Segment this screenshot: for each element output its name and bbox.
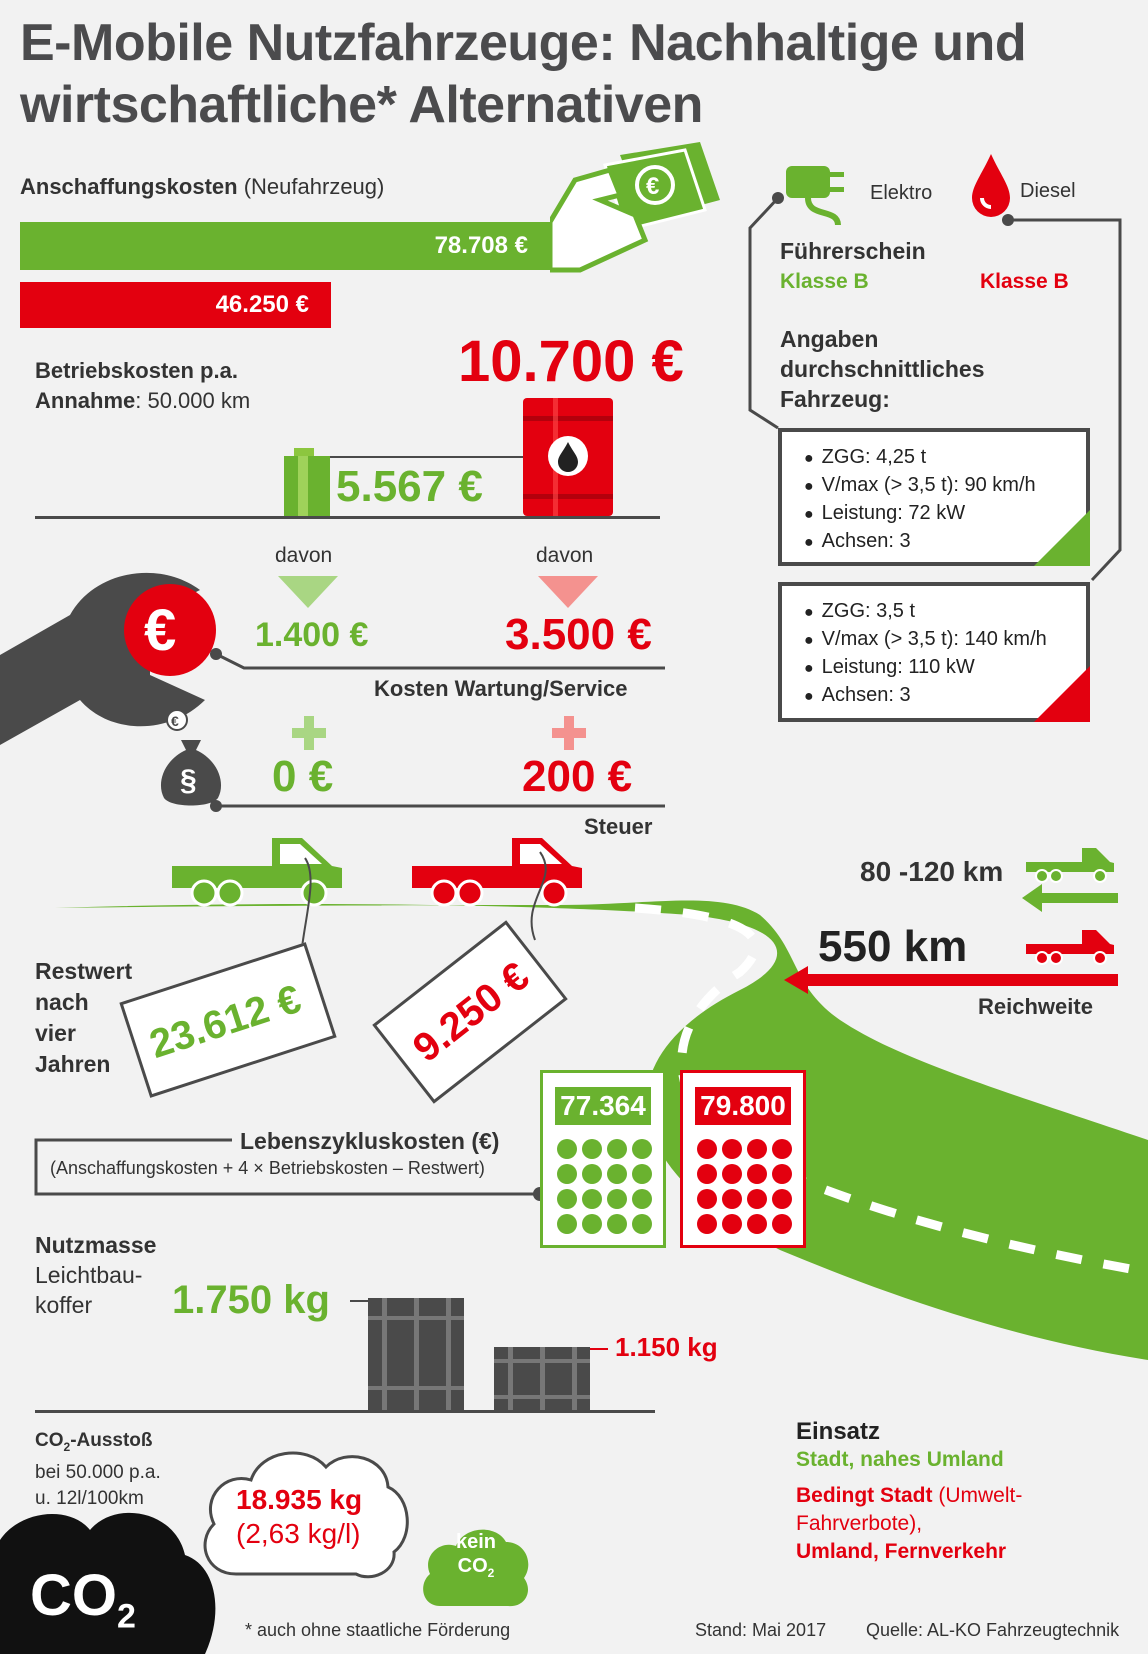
steuer-diesel-value: 200 €: [522, 752, 633, 801]
calculator-key: [607, 1164, 627, 1184]
einsatz-diesel-bold: Bedingt Stadt: [796, 1484, 933, 1507]
calculator-diesel: [680, 1070, 806, 1248]
nutzmasse-elektro-value: 1.750 kg: [172, 1278, 330, 1322]
calculator-key: [772, 1139, 792, 1159]
einsatz-elektro: Stadt, nahes Umland: [796, 1448, 1004, 1471]
lebenszyklus-formula: (Anschaffungskosten + 4 × Betriebskosten – Restwert): [50, 1158, 485, 1178]
nutzmasse-sub1: Leichtbau-: [35, 1262, 143, 1288]
cargo-box-large-icon: [368, 1298, 464, 1410]
co2-diesel-value: 18.935 kg: [236, 1484, 363, 1515]
betrieb-diesel-value: 10.700 €: [458, 329, 684, 394]
elektro-spec-item: ● V/max (> 3,5 t): 90 km/h: [804, 472, 1086, 500]
einsatz-diesel: [796, 1482, 1022, 1566]
nutzmasse-diesel-dash: [590, 1348, 608, 1350]
co2-label-post: -Ausstoß: [70, 1430, 153, 1451]
calculator-key: [747, 1164, 767, 1184]
title-line-1: E-Mobile Nutzfahrzeuge: Nachhaltige und: [20, 14, 1027, 72]
calculator-key: [557, 1214, 577, 1234]
cargo-box-small-icon: [494, 1347, 590, 1410]
steuer-elektro-value: 0 €: [272, 752, 334, 801]
nutzmasse-sub2: koffer: [35, 1292, 93, 1318]
calculator-key: [697, 1189, 717, 1209]
restwert-elektro-value: 23.612 €: [144, 976, 307, 1067]
calculator-key: [582, 1139, 602, 1159]
calculator-diesel-display: 79.800: [695, 1087, 791, 1125]
diesel-spec-item: ● Leistung: 110 kW: [804, 654, 1086, 682]
calculator-key: [557, 1164, 577, 1184]
calculator-key: [582, 1189, 602, 1209]
svg-text:€: €: [144, 598, 177, 663]
einsatz-diesel-line-3: Umland, Fernverkehr: [796, 1540, 1007, 1563]
co2-icon-sub: 2: [117, 1597, 136, 1636]
diesel-spec-item: ● ZGG: 3,5 t: [804, 598, 1086, 626]
betrieb-annahme-label: Annahme: [35, 388, 136, 413]
angaben-line-2: durchschnittliches: [780, 356, 985, 382]
restwert-diesel-value: 9.250 €: [405, 953, 538, 1071]
svg-text:€: €: [646, 173, 660, 200]
calculator-key: [722, 1214, 742, 1234]
wartung-diesel-value: 3.500 €: [505, 610, 652, 659]
calculator-key: [697, 1164, 717, 1184]
betrieb-annahme-value: : 50.000 km: [135, 388, 251, 413]
nutzmasse-label: [35, 1230, 156, 1320]
elektro-spec-item: ● Achsen: 3: [804, 528, 1086, 556]
title-line-2: wirtschaftliche* Alternativen: [20, 76, 703, 134]
betrieb-elektro-value: 5.567 €: [336, 462, 483, 511]
calculator-key: [697, 1214, 717, 1234]
nutzmasse-title: Nutzmasse: [35, 1232, 157, 1258]
anschaffung-title: Anschaffungskosten: [20, 174, 238, 199]
calculator-key: [607, 1139, 627, 1159]
calculator-key: [772, 1189, 792, 1209]
nutzmasse-baseline: [35, 1410, 655, 1413]
calculator-key: [772, 1214, 792, 1234]
co2-label-sub: 2: [63, 1439, 71, 1454]
calculator-elektro: [540, 1070, 666, 1248]
calculator-key: [557, 1189, 577, 1209]
anschaffung-sublabel: (Neufahrzeug): [243, 174, 385, 199]
calculator-key: [582, 1164, 602, 1184]
calculator-key: [607, 1214, 627, 1234]
reichweite-label: Reichweite: [978, 994, 1093, 1019]
calculator-key: [772, 1164, 792, 1184]
svg-text:§: §: [180, 764, 197, 797]
calculator-key: [557, 1139, 577, 1159]
calculator-key: [722, 1189, 742, 1209]
calculator-key: [747, 1139, 767, 1159]
footer-note: * auch ohne staatliche Förderung: [245, 1620, 511, 1640]
wartung-label: Kosten Wartung/Service: [374, 676, 628, 701]
wartung-davon-diesel: davon: [536, 544, 594, 567]
calculator-key: [747, 1189, 767, 1209]
diesel-spec-item: ● Achsen: 3: [804, 682, 1086, 710]
calculator-key: [632, 1139, 652, 1159]
calculator-elektro-display: 77.364: [555, 1087, 651, 1125]
elektro-spec-item: ● Leistung: 72 kW: [804, 500, 1086, 528]
calculator-key: [722, 1139, 742, 1159]
angaben-line-1: Angaben: [780, 326, 879, 352]
anschaffung-elektro-value: 78.708 €: [434, 232, 528, 259]
calculator-key: [632, 1189, 652, 1209]
betrieb-title: Betriebskosten p.a.: [35, 358, 238, 383]
co2-icon-co: CO: [30, 1563, 117, 1628]
restwert-line-2: nach: [35, 989, 89, 1015]
calculator-key: [722, 1164, 742, 1184]
einsatz-diesel-line-2: Fahrverbote),: [796, 1512, 923, 1535]
co2-icon-text: [30, 1562, 136, 1637]
einsatz-label: Einsatz: [796, 1418, 881, 1445]
reichweite-diesel-value: 550 km: [818, 922, 968, 971]
kein-co-sub: 2: [487, 1566, 495, 1580]
svg-text:€: €: [171, 713, 179, 729]
reichweite-elektro-value: 80 -120 km: [860, 856, 1004, 887]
angaben-line-3: Fahrzeug:: [780, 386, 890, 412]
calculator-key: [697, 1139, 717, 1159]
footer-stand: Stand: Mai 2017: [695, 1620, 827, 1640]
kein-co-text: CO: [457, 1555, 488, 1577]
wartung-elektro-value: 1.400 €: [255, 616, 369, 654]
elektro-spec-item: ● ZGG: 4,25 t: [804, 444, 1086, 472]
anschaffung-diesel-value: 46.250 €: [215, 291, 309, 318]
wartung-davon-elektro: davon: [275, 544, 333, 567]
nutzmasse-elektro-dash: [350, 1300, 370, 1302]
fuehrerschein-diesel: Klasse B: [980, 270, 1069, 293]
kein-text: kein: [455, 1531, 497, 1553]
restwert-line-4: Jahren: [35, 1051, 111, 1077]
co2-line-2: bei 50.000 p.a.: [35, 1461, 161, 1483]
calculator-key: [607, 1189, 627, 1209]
legend-elektro-label: Elektro: [870, 182, 933, 204]
restwert-line-3: vier: [35, 1020, 76, 1046]
calculator-key: [747, 1214, 767, 1234]
calculator-key: [632, 1164, 652, 1184]
co2-diesel-sub: (2,63 kg/l): [236, 1518, 361, 1549]
co2-line-3: u. 12l/100km: [35, 1487, 144, 1509]
calculator-key: [632, 1214, 652, 1234]
lebenszyklus-label: Lebenszykluskosten (€): [240, 1128, 500, 1154]
legend-diesel-label: Diesel: [1020, 180, 1076, 202]
nutzmasse-diesel-value: 1.150 kg: [615, 1332, 718, 1362]
fuehrerschein-elektro: Klasse B: [780, 270, 869, 293]
kein-co2-label: [418, 1530, 534, 1585]
einsatz-diesel-normal: (Umwelt-: [932, 1484, 1023, 1507]
restwert-line-1: Restwert: [35, 958, 133, 984]
calculator-key: [582, 1214, 602, 1234]
fuehrerschein-label: Führerschein: [780, 238, 926, 264]
footer-quelle: Quelle: AL-KO Fahrzeugtechnik: [866, 1620, 1120, 1640]
co2-label-pre: CO: [35, 1430, 64, 1451]
steuer-label: Steuer: [584, 814, 653, 839]
diesel-spec-item: ● V/max (> 3,5 t): 140 km/h: [804, 626, 1086, 654]
